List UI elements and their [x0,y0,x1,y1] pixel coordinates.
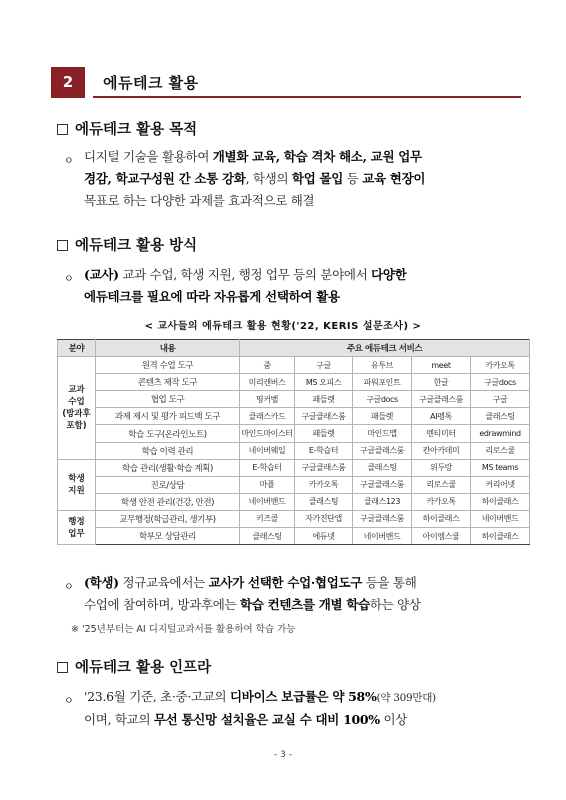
table-service-cell: 멘티미터 [412,425,471,442]
table-service-cell: 커리어넷 [471,476,530,493]
table-service-cell: 구글클래스룸 [295,459,353,476]
table-body [58,340,530,545]
table-service-cell: 구글docs [353,391,412,408]
table-service-cell: 리로스쿨 [471,442,530,459]
table-service-cell: 에듀넷 [295,528,353,545]
table-service-cell: 클래스팅 [471,408,530,425]
purpose-bold-4: 교육 현장이 [362,171,426,186]
square-bullet-icon [57,124,68,135]
table-service-cell: 하이클래스 [471,528,530,545]
section-title: 에듀테크 활용 [103,74,199,92]
purpose-text-4: 등 [343,171,363,186]
table-service-cell: 구글docs [471,374,530,391]
table-row [58,510,530,527]
student-text-4: 하는 양상 [369,597,421,612]
table-service-cell: E-학습터 [240,459,295,476]
table-service-cell: 한글 [412,374,471,391]
subsection-infra-title: 에듀테크 활용 인프라 [75,660,212,676]
table-service-cell: AI펭톡 [412,408,471,425]
square-bullet-icon [57,240,68,251]
student-bold-1: (학생) [84,575,119,590]
table-service-cell: 마인드맵 [353,425,412,442]
table-content-cell: 원격 수업 도구 [96,357,240,374]
table-caption: < 교사들의 에듀테크 활용 현황('22, KERIS 설문조사) > [144,321,422,332]
table-group-label: 교과 수업 (방과후 포함) [58,357,96,460]
table-header-cell: 분야 [58,340,96,357]
table-service-cell: 하이클래스 [471,493,530,510]
infra-text-1: '23.6월 기준, 초·중·고교의 [84,689,231,704]
table-service-cell: 네이버밴드 [353,528,412,545]
table-service-cell: MS 오피스 [295,374,353,391]
table-service-cell: 마인드마이스터 [240,425,295,442]
subsection-method-title: 에듀테크 활용 방식 [75,238,198,254]
subsection-infra-heading [57,656,211,677]
table-row [58,528,530,545]
purpose-text-3: , 학생의 [245,171,292,186]
infra-bold-2: 무선 통신망 설치율은 교실 수 대비 100% [153,712,380,727]
student-text-1: 정규교육에서는 [118,575,209,590]
table-service-cell: 클래스카드 [240,408,295,425]
table-content-cell: 학습 관리(생활·학습 계획) [96,459,240,476]
table-service-cell: 키즈콜 [240,510,295,527]
table-group-label: 행정 업무 [58,510,96,544]
table-content-cell: 협업 도구 [96,391,240,408]
table-service-cell: 패들렛 [353,408,412,425]
infra-text-2: 이며, 학교의 [84,712,154,727]
page-number: - 3 - [274,750,292,760]
table-content-cell: 진로/상담 [96,476,240,493]
table-service-cell: 클래스팅 [353,459,412,476]
table-row [58,357,530,374]
circle-bullet-icon: ㅇ [64,274,74,285]
table-service-cell: edrawmind [471,425,530,442]
purpose-bold-1: 개별화 교육, 학습 격차 해소, 교원 업무 [212,149,422,164]
table-service-cell: 카카오톡 [295,476,353,493]
purpose-bold-2: 경감, 학교구성원 간 소통 강화 [84,171,246,186]
note-text: ※ '25년부터는 AI 디지털교과서를 활용하여 학습 가능 [71,624,296,635]
student-bold-3: 학습 컨텐츠를 개별 학습 [240,597,370,612]
infra-small-1: (약 309만대) [376,692,436,704]
table-row [58,425,530,442]
table-content-cell: 학습 이력 관리 [96,442,240,459]
table-row [58,408,530,425]
purpose-paragraph [84,146,524,212]
subsection-purpose-heading [57,118,197,139]
table-row [58,442,530,459]
infra-text-3: 이상 [379,712,408,727]
table-row [58,374,530,391]
table-service-cell: 자가진단앱 [295,510,353,527]
table-service-cell: 미리캔버스 [240,374,295,391]
table-header-cell: 내용 [96,340,240,357]
table-service-cell: meet [412,357,471,374]
table-service-cell: 클래스팅 [240,528,295,545]
table-header-row [58,340,530,357]
table-service-cell: 클래스팅 [295,493,353,510]
teacher-paragraph [84,264,524,308]
table-service-cell: 구글클래스룸 [412,391,471,408]
purpose-text-1: 디지털 기술을 활용하여 [84,149,213,164]
table-content-cell: 콘텐츠 제작 도구 [96,374,240,391]
teacher-bold-1: (교사) [84,267,119,282]
table-service-cell: 마플 [240,476,295,493]
table-service-cell: 카카오톡 [412,493,471,510]
table-group-label: 학생 지원 [58,459,96,510]
table-service-cell: 아이엠스쿨 [412,528,471,545]
section-number-badge: 2 [51,67,85,98]
purpose-text-5: 목표로 하는 다양한 과제를 효과적으로 해결 [84,193,315,208]
table-row [58,493,530,510]
table-service-cell: 네이버밴드 [471,510,530,527]
table-row [58,476,530,493]
table-service-cell: 하이클래스 [412,510,471,527]
student-paragraph [84,572,524,616]
infra-paragraph [84,686,524,731]
table-service-cell: 네이버웨일 [240,442,295,459]
table-service-cell: 구글클래스룸 [353,510,412,527]
table-service-cell: 카카오톡 [471,357,530,374]
section-title-box [93,67,521,98]
square-bullet-icon [57,662,68,673]
table-content-cell: 학생 안전 관리(건강, 안전) [96,493,240,510]
table-row [58,459,530,476]
table-content-cell: 과제 제시 및 평가 피드백 도구 [96,408,240,425]
table-service-cell: 클래스123 [353,493,412,510]
student-text-3: 수업에 참여하며, 방과후에는 [84,597,240,612]
student-bold-2: 교사가 선택한 수업·협업도구 [208,575,363,590]
table-header-cell: 주요 에듀테크 서비스 [240,340,530,357]
teacher-bold-2: 다양한 [371,267,407,282]
circle-bullet-icon: ㅇ [64,156,74,167]
teacher-text-1: 교과 수업, 학생 지원, 행정 업무 등의 분야에서 [118,267,372,282]
table-service-cell: 구글클래스룸 [353,476,412,493]
teacher-bold-3: 에듀테크를 필요에 따라 자유롭게 선택하여 활용 [84,289,340,304]
table-service-cell: 위두랑 [412,459,471,476]
section-header [51,67,521,99]
table-row [58,391,530,408]
table-service-cell: 리로스쿨 [412,476,471,493]
table-service-cell: 패들렛 [295,391,353,408]
circle-bullet-icon: ㅇ [64,582,74,593]
table-service-cell: 구글클래스룸 [353,442,412,459]
circle-bullet-icon: ㅇ [64,696,74,707]
subsection-method-heading [57,234,197,255]
table-content-cell: 학부모 상담관리 [96,528,240,545]
table-content-cell: 교무행정(학급관리, 생기부) [96,510,240,527]
table-service-cell: 구글클래스룸 [295,408,353,425]
table-service-cell: 띵커벨 [240,391,295,408]
table-service-cell: 줌 [240,357,295,374]
edutech-usage-table [57,339,530,545]
table-service-cell: 구글 [295,357,353,374]
infra-bold-1: 디바이스 보급률은 약 58% [230,689,377,704]
table-service-cell: 네이버밴드 [240,493,295,510]
table-service-cell: MS teams [471,459,530,476]
table-service-cell: 구글 [471,391,530,408]
subsection-purpose-title: 에듀테크 활용 목적 [75,122,198,138]
table-service-cell: E-학습터 [295,442,353,459]
table-service-cell: 파워포인트 [353,374,412,391]
table-service-cell: 패들렛 [295,425,353,442]
table-service-cell: 칸아카데미 [412,442,471,459]
purpose-bold-3: 학업 몰입 [291,171,344,186]
student-text-2: 등을 통해 [362,575,417,590]
table-service-cell: 유투브 [353,357,412,374]
table-content-cell: 학습 도구(온라인노트) [96,425,240,442]
